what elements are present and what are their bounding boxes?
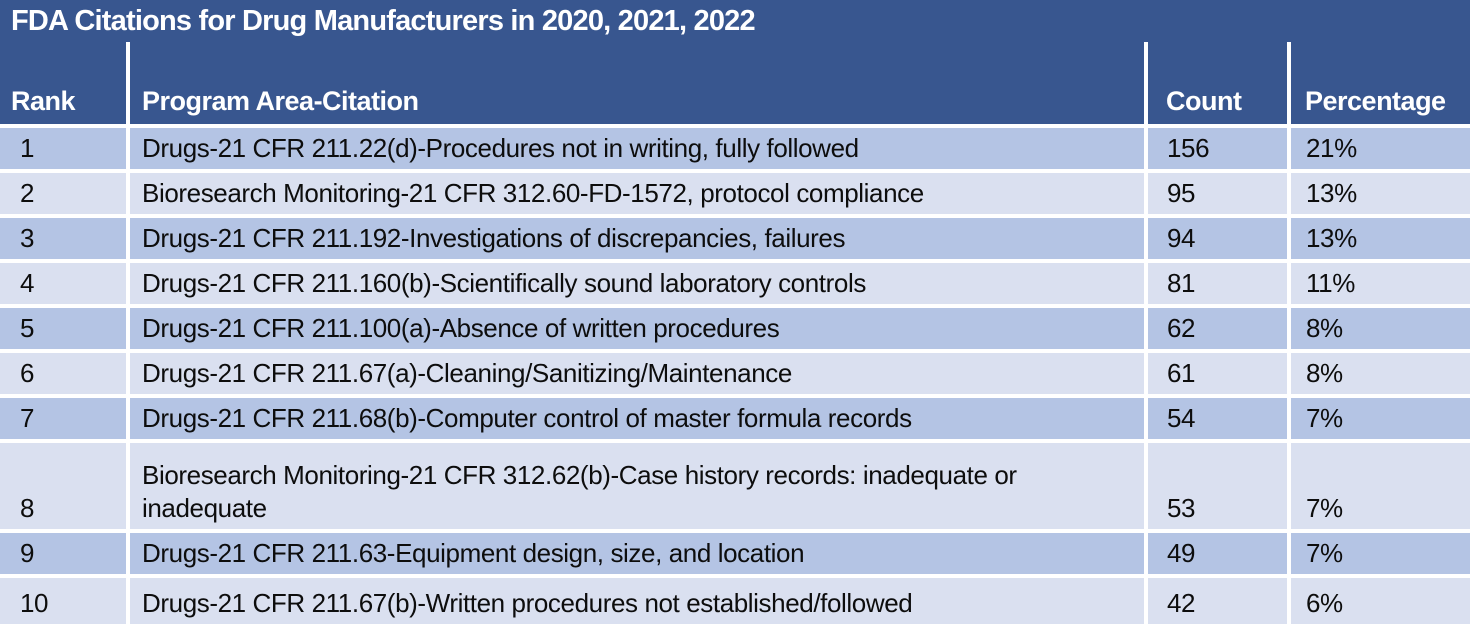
- citation-cell: Drugs-21 CFR 211.67(b)-Written procedures not established/followed: [130, 578, 1144, 624]
- table-body: [0, 128, 1470, 624]
- table-row: [0, 128, 1470, 169]
- column-header-rank: Rank: [11, 86, 76, 116]
- rank-cell: 7: [0, 398, 126, 439]
- rank-cell: 2: [0, 173, 126, 214]
- column-header-percentage: Percentage: [1305, 86, 1446, 116]
- table-row: [0, 308, 1470, 349]
- rank-cell: 8: [0, 443, 126, 529]
- citation-cell: Bioresearch Monitoring-21 CFR 312.60-FD-1572, protocol compliance: [130, 173, 1144, 214]
- column-header-program: Program Area-Citation: [142, 86, 419, 116]
- citation-cell: Drugs-21 CFR 211.22(d)-Procedures not in writing, fully followed: [130, 128, 1144, 169]
- table-row: [0, 398, 1470, 439]
- column-divider: [1287, 42, 1291, 124]
- count-cell: 54: [1148, 398, 1287, 439]
- citation-cell: Drugs-21 CFR 211.100(a)-Absence of written procedures: [130, 308, 1144, 349]
- table-row: [0, 443, 1470, 529]
- percentage-cell: 8%: [1291, 308, 1470, 349]
- citation-cell: Bioresearch Monitoring-21 CFR 312.62(b)-Case history records: inadequate or inadequate: [130, 443, 1144, 529]
- percentage-cell: 7%: [1291, 398, 1470, 439]
- rank-cell: 5: [0, 308, 126, 349]
- percentage-cell: 6%: [1291, 578, 1470, 624]
- table-row: [0, 353, 1470, 394]
- table-row: [0, 218, 1470, 259]
- table-title: FDA Citations for Drug Manufacturers in 2020, 2021, 2022: [11, 5, 755, 37]
- count-cell: 42: [1148, 578, 1287, 624]
- count-cell: 81: [1148, 263, 1287, 304]
- table-row: [0, 578, 1470, 624]
- citation-cell: Drugs-21 CFR 211.192-Investigations of discrepancies, failures: [130, 218, 1144, 259]
- column-divider: [1144, 42, 1148, 124]
- table-header: [0, 0, 1470, 124]
- rank-cell: 3: [0, 218, 126, 259]
- citation-cell: Drugs-21 CFR 211.67(a)-Cleaning/Sanitizing/Maintenance: [130, 353, 1144, 394]
- count-cell: 53: [1148, 443, 1287, 529]
- count-cell: 62: [1148, 308, 1287, 349]
- column-header-row: [0, 86, 1470, 124]
- percentage-cell: 7%: [1291, 443, 1470, 529]
- percentage-cell: 21%: [1291, 128, 1470, 169]
- table-row: [0, 533, 1470, 574]
- column-header-count: Count: [1166, 86, 1242, 116]
- citation-cell: Drugs-21 CFR 211.160(b)-Scientifically sound laboratory controls: [130, 263, 1144, 304]
- percentage-cell: 13%: [1291, 173, 1470, 214]
- rank-cell: 9: [0, 533, 126, 574]
- table-row: [0, 263, 1470, 304]
- count-cell: 156: [1148, 128, 1287, 169]
- rank-cell: 10: [0, 578, 126, 624]
- rank-cell: 4: [0, 263, 126, 304]
- rank-cell: 1: [0, 128, 126, 169]
- count-cell: 49: [1148, 533, 1287, 574]
- citation-cell: Drugs-21 CFR 211.68(b)-Computer control of master formula records: [130, 398, 1144, 439]
- column-divider: [126, 42, 130, 124]
- citation-cell: Drugs-21 CFR 211.63-Equipment design, size, and location: [130, 533, 1144, 574]
- percentage-cell: 11%: [1291, 263, 1470, 304]
- count-cell: 95: [1148, 173, 1287, 214]
- count-cell: 61: [1148, 353, 1287, 394]
- rank-cell: 6: [0, 353, 126, 394]
- count-cell: 94: [1148, 218, 1287, 259]
- percentage-cell: 13%: [1291, 218, 1470, 259]
- percentage-cell: 7%: [1291, 533, 1470, 574]
- percentage-cell: 8%: [1291, 353, 1470, 394]
- table-row: [0, 173, 1470, 214]
